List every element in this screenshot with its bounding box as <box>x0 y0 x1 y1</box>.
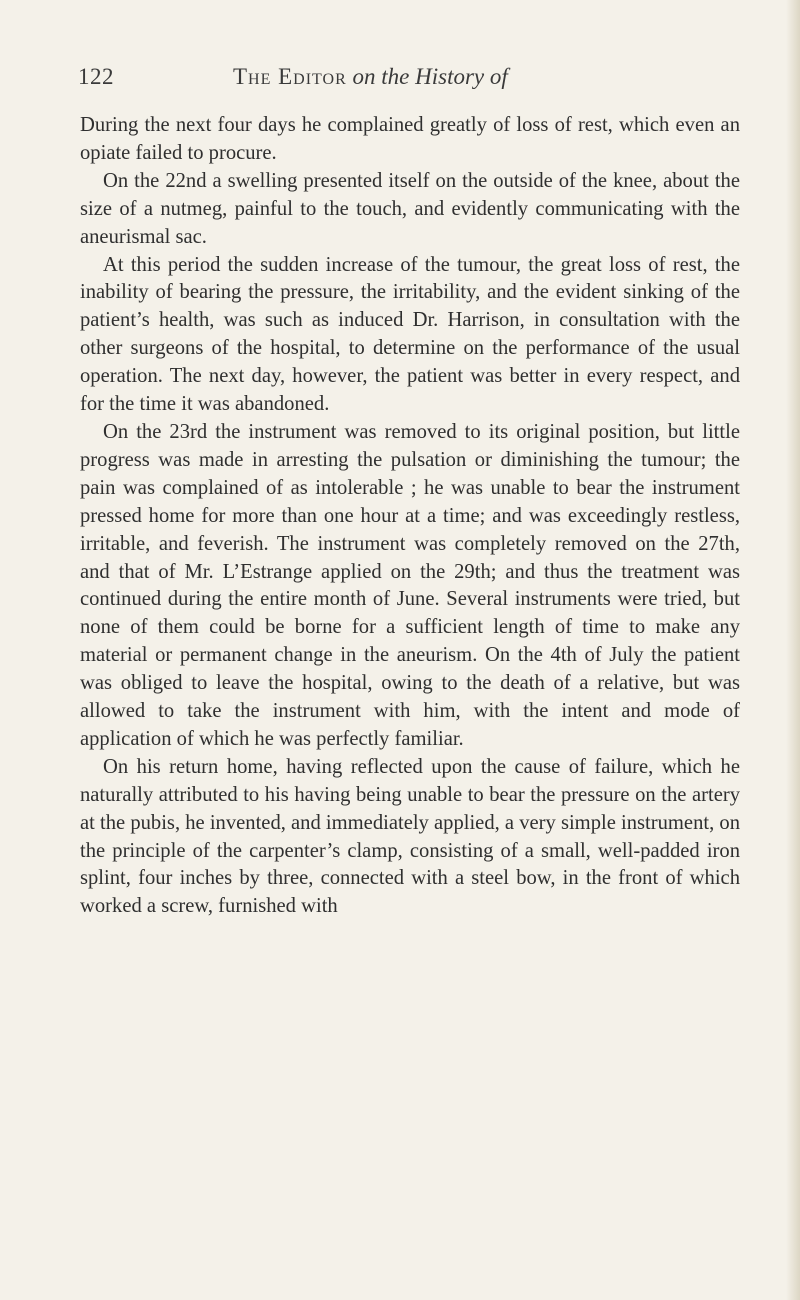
page-edge-shadow <box>786 0 800 1300</box>
running-header <box>78 64 548 96</box>
paragraph: At this period the sudden increase of the tumour, the great loss of rest, the inability of bearing the pressure, the irritability, and the evident sinking of the patient’s health, was such as induced Dr. Harrison, in consultation with the other surgeons of the hospital, to determine on the performance of the usual operation. The next day, however, the patient was better in every respect, and for the time it was abandoned. <box>80 253 740 416</box>
running-title-caps: The Editor <box>233 64 347 89</box>
body-text <box>80 112 740 921</box>
paragraph: On the 22nd a swelling presented itself on the outside of the knee, about the size of a nutmeg, painful to the touch, and evidently communicating with the aneurismal sac. <box>80 169 740 248</box>
running-title-italic: on the History of <box>352 64 508 89</box>
paragraph: On the 23rd the instrument was removed to its original position, but little progress was made in arresting the pulsation or diminishing the tumour; the pain was complained of as intolerable ; he was unable to bear the instrument pressed home for more than one hour at a time; and was exceedingly restless, irritable, and feverish. The instrument was completely removed on the 27th, and that of Mr. L’Estrange applied on the 29th; and thus the treatment was continued during the entire month of June. Several instruments were tried, but none of them could be borne for a sufficient length of time to make any material or permanent change in the aneurism. On the 4th of July the patient was obliged to leave the hospital, owing to the death of a relative, but was allowed to take the instrument with him, with the intent and mode of application of which he was perfectly familiar. <box>80 420 740 750</box>
running-title <box>233 64 508 90</box>
paragraph: On his return home, having reflected upon the cause of failure, which he naturally attributed to his having being unable to bear the pressure on the artery at the pubis, he invented, and immediately applied, a very simple instrument, on the principle of the carpenter’s clamp, consisting of a small, well-padded iron splint, four inches by three, connected with a steel bow, in the front of which worked a screw, furnished with <box>80 755 740 918</box>
page-number: 122 <box>78 64 114 89</box>
paragraph: During the next four days he complained greatly of loss of rest, which even an opiate failed to procure. <box>80 114 740 164</box>
